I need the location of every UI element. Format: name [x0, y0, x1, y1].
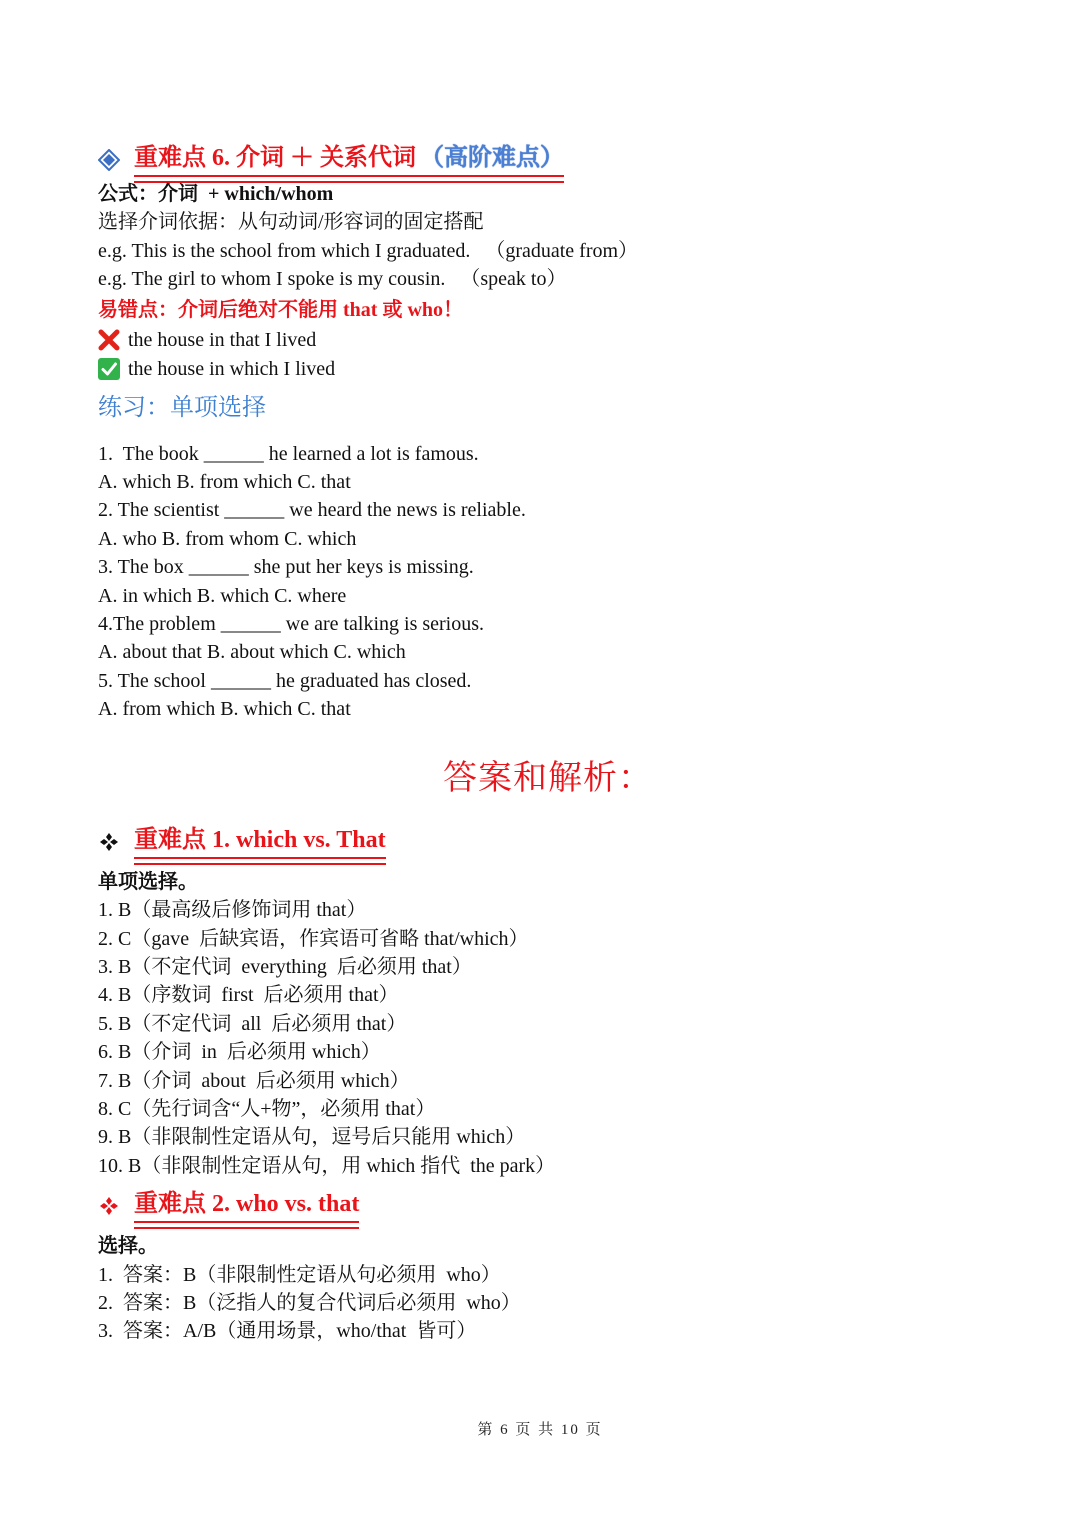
list-item: A. who B. from whom C. which — [98, 527, 357, 550]
section-6-heading — [98, 140, 998, 180]
list-item: 9. B（非限制性定语从句，逗号后只能用 which） — [98, 1126, 526, 1149]
diamond-bullet-icon — [98, 149, 120, 171]
list-item: 5. The school ______ he graduated has closed. — [98, 669, 472, 692]
answer-section-2-subtitle: 选择。 — [98, 1235, 158, 1258]
section-6-title: 重难点 6. 介词 ＋ 关系代词 （高阶难点） — [134, 143, 564, 177]
page-content — [98, 140, 998, 1346]
list-item: 2. 答案：B（泛指人的复合代词后必须用 who） — [98, 1291, 521, 1314]
section-6-title-suffix: （高阶难点） — [420, 145, 564, 171]
four-diamond-bullet-icon — [98, 1195, 120, 1217]
page-footer: 第 6 页 共 10 页 — [477, 1422, 603, 1438]
wrong-example — [98, 326, 998, 355]
right-example — [98, 355, 998, 384]
basis-line: 选择介词依据：从句动词/形容词的固定搭配 — [98, 211, 484, 234]
check-mark-icon — [98, 358, 120, 380]
answers-heading: 答案和解析： — [443, 759, 653, 797]
practice-label: 练习：单项选择 — [98, 394, 266, 421]
list-item: 10. B（非限制性定语从句，用 which 指代 the park） — [98, 1154, 556, 1177]
wrong-example-text: the house in that I lived — [128, 328, 317, 351]
list-item: 8. C（先行词含“人+物”，必须用 that） — [98, 1097, 436, 1120]
list-item: 1. B（最高级后修饰词用 that） — [98, 899, 367, 922]
list-item: 7. B（介词 about 后必须用 which） — [98, 1069, 410, 1092]
example-line-1: e.g. This is the school from which I graduated. （graduate from） — [98, 239, 639, 262]
list-item: 1. The book ______ he learned a lot is famous. — [98, 442, 479, 465]
answer-section-2-list — [98, 1261, 998, 1346]
answer-section-1-subtitle: 单项选择。 — [98, 870, 198, 893]
list-item: 3. B（不定代词 everything 后必须用 that） — [98, 955, 472, 978]
warning-line: 易错点：介词后绝对不能用 that 或 who！ — [98, 298, 464, 321]
answer-section-2-title: 重难点 2. who vs. that — [134, 1189, 359, 1223]
answer-section-1-list — [98, 896, 998, 1180]
answer-section-2-heading — [98, 1186, 998, 1226]
list-item: 4.The problem ______ we are talking is serious. — [98, 613, 485, 636]
four-diamond-bullet-icon — [98, 831, 120, 853]
practice-list — [98, 440, 998, 724]
list-item: 1. 答案：B（非限制性定语从句必须用 who） — [98, 1263, 501, 1286]
list-item: 3. 答案：A/B（通用场景，who/that 皆可） — [98, 1320, 477, 1343]
right-example-text: the house in which I lived — [128, 357, 336, 380]
list-item: 3. The box ______ she put her keys is missing. — [98, 556, 474, 579]
cross-mark-icon — [98, 329, 120, 351]
list-item: 2. C（gave 后缺宾语，作宾语可省略 that/which） — [98, 927, 529, 950]
list-item: 2. The scientist ______ we heard the news is reliable. — [98, 499, 526, 522]
list-item: A. about that B. about which C. which — [98, 641, 406, 664]
example-line-2: e.g. The girl to whom I spoke is my cousin. （speak to） — [98, 268, 567, 291]
answer-section-1-title: 重难点 1. which vs. That — [134, 825, 386, 859]
list-item: 6. B（介词 in 后必须用 which） — [98, 1041, 381, 1064]
list-item: A. from which B. which C. that — [98, 698, 351, 721]
answer-section-1-heading — [98, 822, 998, 862]
list-item: 5. B（不定代词 all 后必须用 that） — [98, 1012, 407, 1035]
list-item: 4. B（序数词 first 后必须用 that） — [98, 984, 399, 1007]
list-item: A. in which B. which C. where — [98, 584, 347, 607]
list-item: A. which B. from which C. that — [98, 471, 351, 494]
formula-line: 公式：介词 + which/whom — [98, 183, 334, 205]
